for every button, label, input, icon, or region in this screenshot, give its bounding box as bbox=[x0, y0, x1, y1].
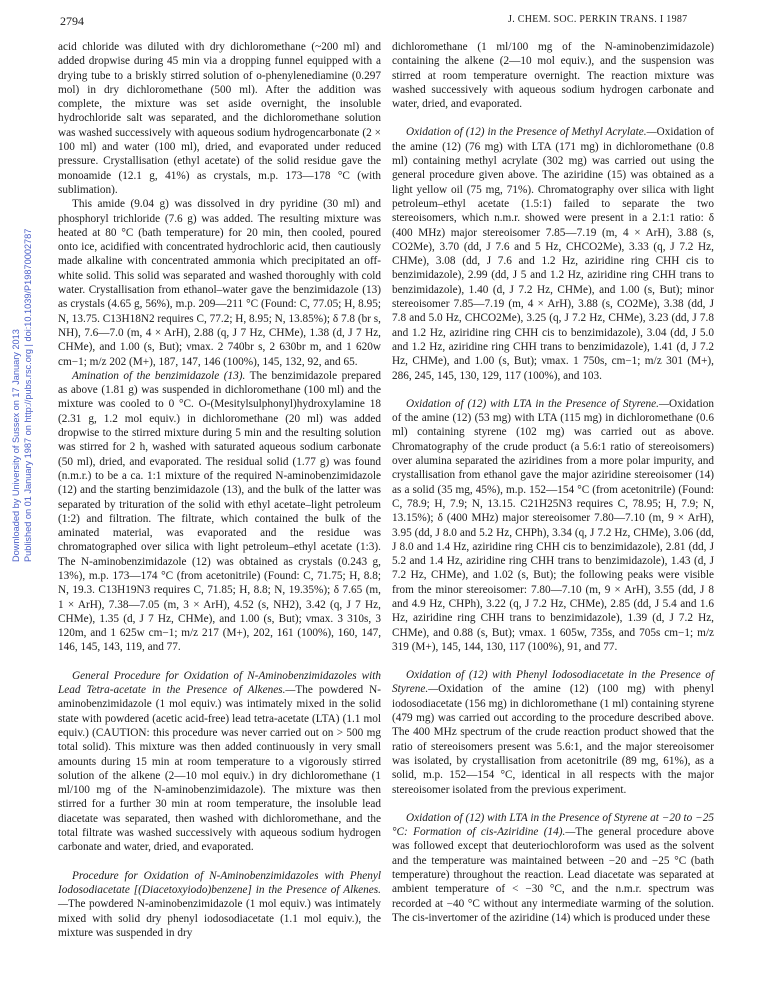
paragraph-gap bbox=[392, 383, 714, 397]
download-watermark bbox=[10, 229, 34, 562]
paragraph-gap bbox=[392, 797, 714, 811]
paragraph-text: The general procedure above was followed except that deuteriochloroform was used as the solvent and the temperature was maintained between −20 and −25 °C (bath temperature) throughout the reaction. Lead diacetate was separated at ambient temperature of < −30 °C, and the n.m.r. spectrum was recorded at −40 °C without any intermediate warming of the solution. The cis-invertomer of the aziridine (14) which is produced under these bbox=[392, 826, 714, 924]
paragraph bbox=[392, 811, 714, 925]
paragraph bbox=[392, 40, 714, 111]
section-heading: Amination of the benzimidazole (13). bbox=[72, 369, 246, 382]
watermark-line-1: Downloaded by University of Sussex on 17 January 2013 bbox=[11, 329, 21, 562]
section-heading: General Procedure for Oxidation of N-Aminobenzimidazoles with Lead Tetra-acetate in the Presence of Alkenes.— bbox=[58, 669, 381, 697]
paragraph-text: acid chloride was diluted with dry dichloromethane (~200 ml) and added dropwise during 45 min via a dropping funnel equipped with a drying tube to a briskly stirred solution of o-phenylenediamine (0.297 mol) in dry dichloromethane (500 ml). After the addition was complete, the mixture was set aside overnight, the insoluble hydrochloride salt was separated, and the dichloromethane solution was washed successively with aqueous sodium hydrogencarbonate (2 × 100 ml) and water (100 ml), dried, and evaporated under reduced pressure. Crystallisation (ethyl acetate) of the solid residue gave the monoamide (12.1 g, 41%) as crystals, m.p. 173—178 °C (with sublimation). bbox=[58, 41, 381, 196]
right-column bbox=[392, 40, 714, 925]
section-heading: Oxidation of (12) in the Presence of Methyl Acrylate.— bbox=[406, 126, 657, 139]
paragraph bbox=[58, 197, 381, 369]
paragraph-text: The powdered N-aminobenzimidazole (1 mol equiv.) was intimately mixed with solid dry phenyl iodosodiacetate (1.1 mol equiv.), the mixture was suspended in dry bbox=[58, 898, 381, 939]
paragraph-text: The powdered N-aminobenzimidazole (1 mol equiv.) was intimately mixed in the solid state with powdered (acetic acid-free) lead tetra-acetate (LTA) (1.1 mol equiv.) (CAUTION: this procedure was never carried out on > 500 mg total solid). This mixture was then added continuously in very small amounts during 15 min at room temperature to a vigorously stirred solution of the alkene (2—10 mol equiv.) in dry dichloromethane (1 ml/100 mg of the N-aminobenzimidazole). The mixture was then stirred for a further 30 min at room temperature, the insoluble lead diacetate was separated, then washed with dichloromethane, and the total filtrate was washed successively with aqueous sodium hydrogen carbonate and water, dried, and evaporated. bbox=[58, 684, 381, 854]
paragraph-text: The benzimidazole prepared as above (1.81 g) was suspended in dichloromethane (100 ml) and the mixture was cooled to 0 °C. O-(Mesitylsulphonyl)hydroxylamine 18 (2.31 g, 1.2 mol equiv.) in dichloromethane (20 ml) was added dropwise to the stirred mixture during 5 min and the resulting solution was stirred for 2 h, washed with saturated aqueous sodium carbonate (50 ml), dried, and evaporated. The residual solid (1.77 g) was found (n.m.r.) to be a ca. 1:1 mixture of the required N-aminobenzimidazole (12) and the starting benzimidazole (13), and the bulk of the latter was separated by trituration of the solid with ethyl acetate–light petroleum (1:2) and filtration. The filtrate, which contained the bulk of the aminated material, was evaporated and the residue was chromatographed over silica with light petroleum–ethyl acetate (1:3). The N-aminobenzimidazole (12) was obtained as crystals (0.243 g, 13%), m.p. 173—174 °C (from acetonitrile) (Found: C, 71.75; H, 8.8; N, 19.3. C13H19N3 requires C, 71.85; H, 8.8; N, 19.35%); δ 7.65 (m, 1 × ArH), 7.38—7.05 (m, 3 × ArH), 4.52 (s, NH2), 3.42 (q, J 7 Hz, CHMe), 1.35 (d, J 7 Hz, CHMe), and 1.00 (s, But); νmax. 3 310s, 3 120m, and 1 625w cm−1; m/z 217 (M+), 202, 161 (100%), 160, 147, 146, 145, 143, 119, and 77. bbox=[58, 369, 381, 654]
paragraph-gap bbox=[392, 654, 714, 668]
paragraph bbox=[58, 669, 381, 855]
paragraph-text: Oxidation of the amine (12) (76 mg) with LTA (171 mg) in dichloromethane (0.8 ml) containing methyl acrylate (302 mg) was carried out using the general procedure given above. The aziridine (15) was obtained as a light yellow oil (75 mg, 71%). Chromatography over silica with light petroleum–ethyl acetate (1.5:1) failed to separate the two stereoisomers, which n.m.r. showed were present in a 2.1:1 ratio: δ (400 MHz) major stereoisomer 7.85—7.19 (m, 4 × ArH), 3.88 (s, CO2Me), 3.70 (dd, J 7.6 and 5 Hz, CHCO2Me), 3.33 (q, J 7.2 Hz, CHMe), 3.08 (dd, J 7.6 and 1.2 Hz, aziridine ring CHH cis to benzimidazole), 2.99 (dd, J 5 and 1.2 Hz, aziridine ring CHH trans to benzimidazole), 1.40 (d, J 7.2 Hz, CHMe), and 1.00 (s, But); minor stereoisomer 7.85—7.19 (m, 4 × ArH), 3.88 (s, CO2Me), 3.38 (dd, J 7.8 and 5.0 Hz, CHCO2Me), 3.25 (q, J 7.2 Hz, CHMe), 3.23 (dd, J 7.8 and 1.2 Hz, aziridine ring CHH cis to benzimidazole), 3.04 (dd, J 5.0 and 1.2 Hz, aziridine ring CHH trans to benzimidazole), 1.41 (d, J 7.2 Hz, CHMe), and 1.00 (s, But); νmax. 1 750s, cm−1; m/z 301 (M+), 286, 245, 145, 130, 129, 117 (100%), and 103. bbox=[392, 126, 714, 382]
left-column bbox=[58, 40, 381, 940]
section-heading: Oxidation of (12) with Phenyl Iodosodiacetate in the Presence of Styrene.— bbox=[392, 669, 714, 696]
paragraph-text: Oxidation of the amine (12) (53 mg) with LTA (115 mg) in dichloromethane (0.6 ml) containing styrene (102 mg) was carried out as above. Chromatography of the crude product (a 5.6:1 ratio of stereoisomers) over alumina separated the aziridines from a more polar impurity, and crystallisation from ethanol gave the major aziridine stereoisomer (14) as a solid (35 mg, 45%), m.p. 152—154 °C (from acetonitrile) (Found: C, 78.9; H, 7.9; N, 13.15. C21H25N3 requires C, 78.95; H, 7.9; N, 13.15%); δ (400 MHz) major stereoisomer 7.80—7.10 (m, 9 × ArH), 3.95 (dd, J 8.0 and 5.2 Hz, CHPh), 3.34 (q, J 7.2 Hz, CHMe), 3.06 (dd, J 8.0 and 1.4 Hz, aziridine ring CHH cis to benzimidazole), 2.81 (dd, J 5.2 and 1.4 Hz, aziridine ring CHH trans to benzimidazole), 1.43 (d, J 7.2 Hz, CHMe), and 1.02 (s, But); the following peaks were visible from the minor stereoisomer: 7.80—7.10 (m, 9 × ArH), 3.55 (dd, J 8 and 4.9 Hz, CHPh), 3.22 (q, J 7.2 Hz, CHMe), 2.85 (dd, J 5.4 and 1.6 Hz, aziridine ring CHH trans to benzimidazole), 1.39 (d, J 7.2 Hz, CHMe), and 0.88 (s, But); νmax. 1 605w, 735s, and 705s cm−1; m/z 319 (M+), 145, 144, 130, 117 (100%), 91, and 77. bbox=[392, 397, 714, 653]
paragraph bbox=[58, 869, 381, 940]
paragraph bbox=[392, 397, 714, 654]
paragraph-text: Oxidation of the amine (12) (100 mg) with phenyl iodosodiacetate (156 mg) in dichloromethane (1 ml) containing styrene (479 mg) was carried out according to the procedure described above. The 400 MHz spectrum of the crude reaction product showed that the ratio of stereoisomers present was 5.6:1, and the major stereoisomer was isolated, by crystallisation from acetonitrile (89 mg, 61%), as a solid, m.p. 152—154 °C, identical in all respects with the major stereoisomer isolated from the previous experiment. bbox=[392, 683, 714, 796]
paragraph bbox=[392, 125, 714, 382]
paragraph bbox=[58, 369, 381, 655]
page-number: 2794 bbox=[60, 14, 84, 28]
paragraph bbox=[58, 40, 381, 197]
section-heading: Oxidation of (12) with LTA in the Presence of Styrene at −20 to −25 °C: Formation of cis-Aziridine (14).— bbox=[392, 811, 714, 839]
paragraph-gap bbox=[58, 855, 381, 869]
section-heading: Procedure for Oxidation of N-Aminobenzimidazoles with Phenyl Iodosodiacetate [(Diacetoxyiodo)benzene] in the Presence of Alkenes.— bbox=[58, 869, 381, 911]
paragraph-gap bbox=[392, 111, 714, 125]
journal-header: J. CHEM. SOC. PERKIN TRANS. I 1987 bbox=[508, 14, 688, 25]
paragraph-text: This amide (9.04 g) was dissolved in dry pyridine (30 ml) and phosphoryl trichloride (7.6 g) was added. The resulting mixture was heated at 80 °C (bath temperature) for 20 min, then cooled, poured onto ice, acidified with concentrated hydrochloric acid, then cautiously made alkaline with concentrated ammonia which precipitated an off-white solid. This solid was separated and washed thoroughly with cold water. Crystallisation from ethanol–water gave the benzimidazole (13) as crystals (4.65 g, 56%), m.p. 209—211 °C (Found: C, 77.05; H, 8.95; N, 13.75. C13H18N2 requires C, 77.2; H, 8.95; N, 13.85%); δ 7.8 (br s, NH), 7.6—7.0 (m, 4 × ArH), 2.88 (q, J 7 Hz, CHMe), 1.38 (d, J 7 Hz, CHMe), and 1.00 (s, But); νmax. 2 740br s, 2 630br m, and 1 620w cm−1; m/z 202 (M+), 187, 147, 146 (100%), 145, 132, 92, and 65. bbox=[58, 198, 381, 368]
watermark-line-2: Published on 01 January 1987 on http://pubs.rsc.org | doi:10.1039/P19870002787 bbox=[23, 228, 33, 562]
section-heading: Oxidation of (12) with LTA in the Presence of Styrene.— bbox=[406, 397, 669, 410]
paragraph bbox=[392, 668, 714, 797]
paragraph-text: dichloromethane (1 ml/100 mg of the N-aminobenzimidazole) containing the alkene (2—10 mol equiv.), and the suspension was stirred at room temperature overnight. The reaction mixture was washed successively with aqueous sodium hydrogen carbonate and water, dried, and evaporated. bbox=[392, 41, 714, 111]
paragraph-gap bbox=[58, 655, 381, 669]
